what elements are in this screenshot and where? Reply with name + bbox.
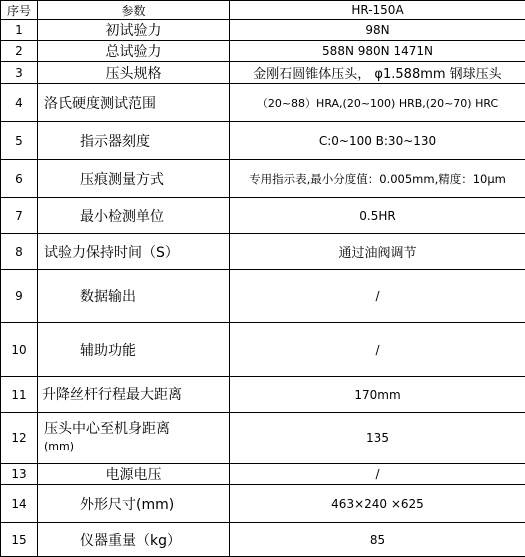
param-label: 最小检测单位 bbox=[38, 198, 230, 234]
row-number: 7 bbox=[1, 198, 38, 234]
row-number: 15 bbox=[1, 523, 38, 557]
table-row bbox=[1, 523, 525, 557]
header-param: 参数 bbox=[38, 1, 230, 20]
param-label: 压头规格 bbox=[38, 62, 230, 84]
header-model: HR-150A bbox=[230, 1, 525, 20]
header-no: 序号 bbox=[1, 1, 38, 20]
row-number: 14 bbox=[1, 485, 38, 523]
table-row bbox=[1, 84, 525, 122]
row-number: 5 bbox=[1, 122, 38, 160]
table-row bbox=[1, 270, 525, 323]
table-header-row bbox=[1, 1, 525, 20]
table-row bbox=[1, 62, 525, 84]
row-number: 1 bbox=[1, 20, 38, 41]
row-number: 8 bbox=[1, 234, 38, 270]
param-label: 仪器重量（kg） bbox=[38, 523, 230, 557]
param-label-unit: (mm) bbox=[44, 438, 227, 455]
row-number: 11 bbox=[1, 377, 38, 413]
param-value: 0.5HR bbox=[230, 198, 525, 234]
param-value: / bbox=[230, 323, 525, 377]
table-row bbox=[1, 485, 525, 523]
table-row bbox=[1, 464, 525, 485]
param-value: C:0~100 B:30~130 bbox=[230, 122, 525, 160]
table-row bbox=[1, 323, 525, 377]
param-value: 金刚石圆锥体压头， φ1.588mm 钢球压头 bbox=[230, 62, 525, 84]
param-label: 电源电压 bbox=[38, 464, 230, 485]
param-label: 压痕测量方式 bbox=[38, 160, 230, 198]
row-number: 12 bbox=[1, 413, 38, 464]
row-number: 4 bbox=[1, 84, 38, 122]
param-label-text: 压头中心至机身距离 bbox=[44, 421, 227, 438]
param-value: 98N bbox=[230, 20, 525, 41]
param-value: 135 bbox=[230, 413, 525, 464]
param-value: 170mm bbox=[230, 377, 525, 413]
table-row bbox=[1, 198, 525, 234]
param-value: / bbox=[230, 464, 525, 485]
table-row bbox=[1, 160, 525, 198]
param-label: 升降丝杆行程最大距离 bbox=[38, 377, 230, 413]
row-number: 9 bbox=[1, 270, 38, 323]
row-number: 13 bbox=[1, 464, 38, 485]
param-label: 外形尺寸(mm) bbox=[38, 485, 230, 523]
param-label: 洛氏硬度测试范围 bbox=[38, 84, 230, 122]
param-label: 初试验力 bbox=[38, 20, 230, 41]
param-label bbox=[38, 413, 230, 464]
param-value: / bbox=[230, 270, 525, 323]
table-row bbox=[1, 122, 525, 160]
param-value: 85 bbox=[230, 523, 525, 557]
table-row bbox=[1, 234, 525, 270]
param-value: 通过油阀调节 bbox=[230, 234, 525, 270]
param-value: （20~88）HRA,(20~100) HRB,(20~70) HRC bbox=[230, 84, 525, 122]
param-label: 总试验力 bbox=[38, 41, 230, 62]
param-value: 588N 980N 1471N bbox=[230, 41, 525, 62]
param-value: 专用指示表,最小分度值：0.005mm,精度：10μm bbox=[230, 160, 525, 198]
param-label: 辅助功能 bbox=[38, 323, 230, 377]
param-label: 指示器刻度 bbox=[38, 122, 230, 160]
table-row bbox=[1, 41, 525, 62]
row-number: 3 bbox=[1, 62, 38, 84]
row-number: 10 bbox=[1, 323, 38, 377]
table-row bbox=[1, 377, 525, 413]
param-label: 试验力保持时间（S） bbox=[38, 234, 230, 270]
row-number: 6 bbox=[1, 160, 38, 198]
table-row bbox=[1, 413, 525, 464]
param-label: 数据输出 bbox=[38, 270, 230, 323]
table-row bbox=[1, 20, 525, 41]
param-value: 463×240 ×625 bbox=[230, 485, 525, 523]
row-number: 2 bbox=[1, 41, 38, 62]
